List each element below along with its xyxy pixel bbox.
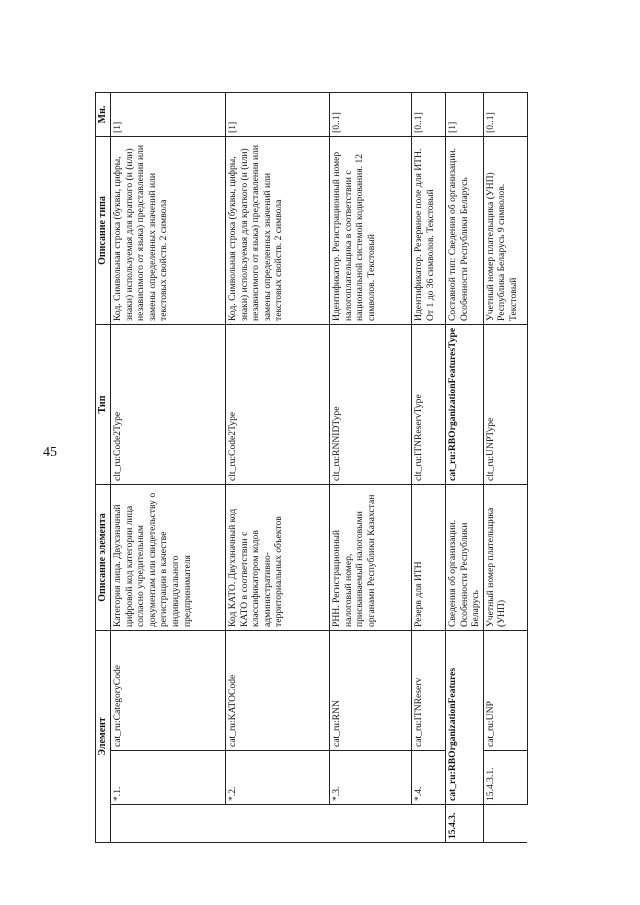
element-description: Сведения об организации. Особенности Республики Беларусь	[446, 485, 484, 631]
multiplicity: [0..1]	[483, 93, 527, 137]
indent-cell	[111, 805, 446, 843]
element-type: clt_ru:Code2Type	[226, 325, 330, 485]
element-type: clt_ru:Code2Type	[111, 325, 226, 485]
element-name: cat_ru:UNP	[483, 631, 527, 751]
type-description: Код. Символьная строка (буквы, цифры, знаки) используемая для краткого (и (или) независимого от языка) представления или замены определенных значений или текстовых свойств. 2 символа	[111, 137, 226, 325]
element-description: Резерв для ИТН	[412, 485, 446, 631]
rotated-table-container	[95, 93, 530, 843]
multiplicity: [1]	[226, 93, 330, 137]
type-description: Учетный номер плательщика (УНП) Республика Беларусь 9 символов. Текстовый	[483, 137, 527, 325]
row-number: 15.4.3.1.	[483, 751, 527, 805]
table-header-row	[96, 93, 111, 843]
header-type-description: Описание типа	[96, 137, 111, 325]
header-description: Описание элемента	[96, 485, 111, 631]
multiplicity: [1]	[111, 93, 226, 137]
multiplicity: [0..1]	[412, 93, 446, 137]
table-row	[111, 93, 226, 843]
type-description: Идентификатор. Регистрационный номер налогоплательщика в соответствии с национальной системой кодирования. 12 символов. Текстовый	[330, 137, 412, 325]
page-number: 45	[43, 445, 57, 460]
element-description: Учетный номер плательщика (УНП)	[483, 485, 527, 631]
element-name: cat_ru:ITNReserv	[412, 631, 446, 751]
indent-cell	[483, 805, 527, 843]
element-type: clt_ru:ITNReservType	[412, 325, 446, 485]
table-row	[412, 93, 446, 843]
table-row	[483, 93, 527, 843]
type-description: Код. Символьная строка (буквы, цифры, знаки) используемая для краткого (и (или) независимого от языка) представления или замены определенных значений или текстовых свойств. 2 символа	[226, 137, 330, 325]
element-name: cat_ru:KATOCode	[226, 631, 330, 751]
type-description: Составной тип: Сведения об организации. Особенности Республики Беларусь	[446, 137, 484, 325]
header-type: Тип	[96, 325, 111, 485]
table-row	[330, 93, 412, 843]
element-name: cat_ru:RNN	[330, 631, 412, 751]
elements-table	[95, 92, 528, 843]
table-row	[226, 93, 330, 843]
element-description: РНН. Регистрационный налоговый номер, присваиваемый налоговыми органами Республики Казахстан	[330, 485, 412, 631]
row-number: *.3.	[330, 751, 412, 805]
row-number: *.4.	[412, 751, 446, 805]
element-name: cat_ru:RBOrganizationFeatures	[446, 631, 484, 805]
row-number: *.1.	[111, 751, 226, 805]
element-type: clt_ru:UNPType	[483, 325, 527, 485]
element-type: cat_ru:RBOrganizationFeaturesType	[446, 325, 484, 485]
element-type: clt_ru:RNNIDType	[330, 325, 412, 485]
table-row-parent	[446, 93, 484, 843]
element-name: cat_ru:CategoryCode	[111, 631, 226, 751]
element-description: Код КАТО. Двухзначный код КАТО в соответствии с классификатором кодов административно-территориальных объектов	[226, 485, 330, 631]
row-number: 15.4.3.	[446, 805, 484, 843]
row-number: *.2.	[226, 751, 330, 805]
type-description: Идентификатор. Резервное поле для ИТН. От 1 до 36 символов. Текстовый	[412, 137, 446, 325]
header-element: Элемент	[96, 631, 111, 843]
multiplicity: [1]	[446, 93, 484, 137]
element-description: Категория лица. Двухзначный цифровой код категории лица согласно учредительным документам или свидетельству о регистрации в качестве индивидуального предпринимателя	[111, 485, 226, 631]
multiplicity: [0..1]	[330, 93, 412, 137]
header-mult: Мн.	[96, 93, 111, 137]
